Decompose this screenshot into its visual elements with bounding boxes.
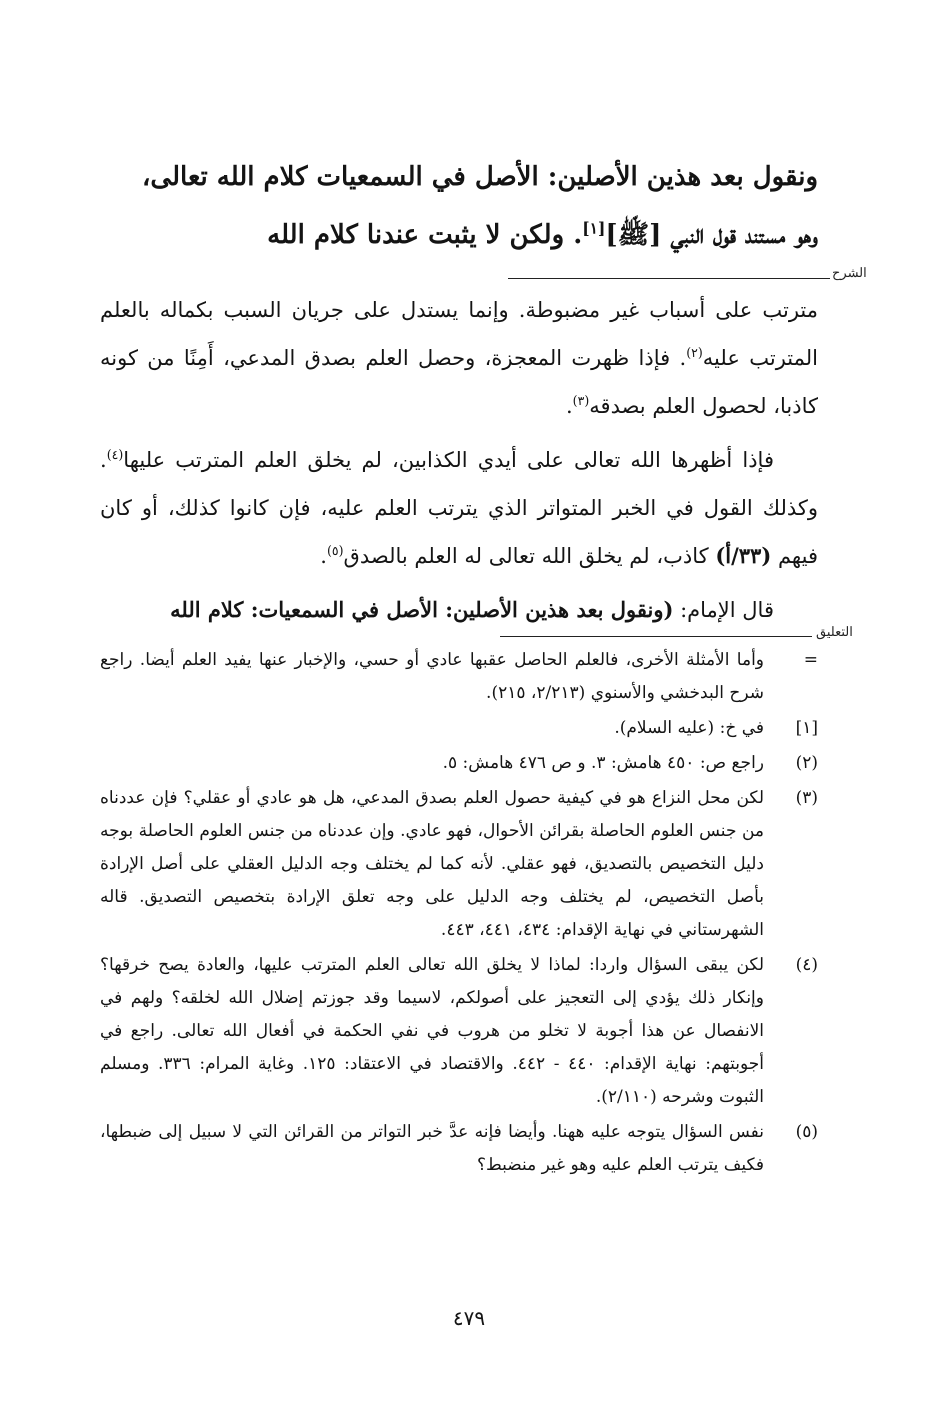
sharh-p2-text-c: كاذب، لم يخلق الله تعالى له العلم بالصدق xyxy=(343,544,716,568)
matn-line-1: ونقول بعد هذين الأصلين: الأصل في السمعيات كلام الله تعالى، xyxy=(142,162,818,192)
footnote-marker: (٥) xyxy=(795,1122,818,1142)
sharh-p1-text-a: مترتب على أسباب غير مضبوطة. وإنما يستدل على جريان السبب بكماله بالعلم المترتب عليه xyxy=(100,298,818,370)
sharh-footnote-ref-3: (٣) xyxy=(572,393,590,408)
sharh-p2-text-a: فإذا أظهرها الله تعالى على أيدي الكذابين، لم يخلق العلم المترتب عليها xyxy=(123,448,774,472)
footnote-3 xyxy=(100,782,818,947)
sharh-p1-text-b: . فإذا ظهرت المعجزة، وحصل العلم بصدق المدعي، أَمِنًا من كونه كاذبا، لحصول العلم بصدقه xyxy=(100,346,818,418)
matn-line-2-part-1: وهو مستند قول النبي [ﷺ] xyxy=(605,220,818,250)
footnote-marker: (٤) xyxy=(795,955,818,975)
footnote-text: نفس السؤال يتوجه عليه ههنا. وأيضا فإنه عدَّ خبر التواتر من القرائن التي لا سبيل إلى ضبطها، فكيف يترتب العلم عليه وهو غير منضبط؟ xyxy=(100,1122,764,1175)
sharh-footnote-ref-4: (٤) xyxy=(106,447,124,462)
manuscript-folio-marker: (٣٣/أ) xyxy=(715,543,772,568)
footnote-text: لكن يبقى السؤال واردا: لماذا لا يخلق الله تعالى العلم المترتب عليها، والعادة يصح خرقها؟ وإنكار ذلك يؤدي إلى التعجيز على أصولكم، لاسيما وقد جوزتم إضلال الله لخلقه؟ ولهم في الانفصال عن هذا أجوبة لا تخلو من هروب في نفي الحكمة في أفعال الله تعالى. راجع في أجوبتهم: نهاية الإقدام: ٤٤٠ - ٤٤٢. والاقتصاد في الاعتقاد: ١٢٥. وغاية المرام: ٣٣٦. ومسلم الثبوت وشرحه (٢/١١٠). xyxy=(100,955,764,1107)
footnote-marker: (٣) xyxy=(795,788,818,808)
page-number: ٤٧٩ xyxy=(452,1306,486,1330)
footnote-marker: [١] xyxy=(795,718,818,738)
footnote-text: في خ: (عليه السلام). xyxy=(614,718,764,738)
sharh-p3-quote: (ونقول بعد هذين الأصلين: الأصل في السمعيات: كلام الله xyxy=(170,597,674,622)
footnote-continuation xyxy=(100,644,818,710)
footnote-marker: = xyxy=(803,650,818,670)
sharh-p2-text-d: . xyxy=(320,544,327,568)
sharh-divider-line xyxy=(508,278,830,279)
footnote-marker: (٢) xyxy=(795,753,818,773)
sharh-p2-text-b: . وكذلك القول في الخبر المتواتر الذي يترتب العلم عليه، فإن كانوا كذلك، أو كان فيهم xyxy=(100,448,819,568)
footnote-2 xyxy=(100,747,818,780)
footnote-4 xyxy=(100,949,818,1114)
matn-line-2-part-2: . ولكن لا يثبت عندنا كلام الله xyxy=(267,220,583,250)
footnote-text: راجع ص: ٤٥٠ هامش: ٣. و ص ٤٧٦ هامش: ٥. xyxy=(442,753,764,773)
matn-text xyxy=(118,148,818,264)
footnotes-section xyxy=(100,642,818,1182)
footnote-1 xyxy=(100,712,818,745)
sharh-paragraph-2 xyxy=(100,436,818,580)
sharh-p3-text-a: قال الإمام: xyxy=(673,598,774,622)
footnote-text: وأما الأمثلة الأخرى، فالعلم الحاصل عقبها عادي أو حسي، والإخبار عنها يفيد العلم أيضا. راجع شرح البدخشي والأسنوي (٢/٢١٣، ٢١٥). xyxy=(100,650,764,703)
footnote-5 xyxy=(100,1116,818,1182)
sharh-p1-text-c: . xyxy=(565,394,573,418)
ta3liq-divider-line xyxy=(500,636,812,637)
sharh-paragraph-3 xyxy=(100,586,818,634)
footnote-text: لكن محل النزاع هو في كيفية حصول العلم بصدق المدعي، هل هو عادي أو عقلي؟ فإن عددناه من جنس العلوم الحاصلة بقرائن الأحوال، فهو عادي. وإن عددناه من جنس العلوم الحاصلة بوجه دليل التخصيص بالتصديق، فهو عقلي. لأنه كما لم يختلف وجه الدليل العقلي على أصل الإرادة بأصل التخصيص، لم يختلف وجه الدليل على وجه تعلق الإرادة بتخصيص التصديق. قاله الشهرستاني في نهاية الإقدام: ٤٣٤، ٤٤١، ٤٤٣. xyxy=(100,788,764,940)
sharh-text xyxy=(100,286,818,634)
matn-line-2 xyxy=(118,206,818,264)
sharh-footnote-ref-5: (٥) xyxy=(326,543,344,558)
sharh-section-label: الشرح xyxy=(832,266,867,281)
ta3liq-section-label: التعليق xyxy=(816,625,853,640)
matn-footnote-ref-1: [١] xyxy=(582,218,606,238)
sharh-footnote-ref-2: (٢) xyxy=(686,345,703,360)
sharh-paragraph-1 xyxy=(100,286,818,430)
